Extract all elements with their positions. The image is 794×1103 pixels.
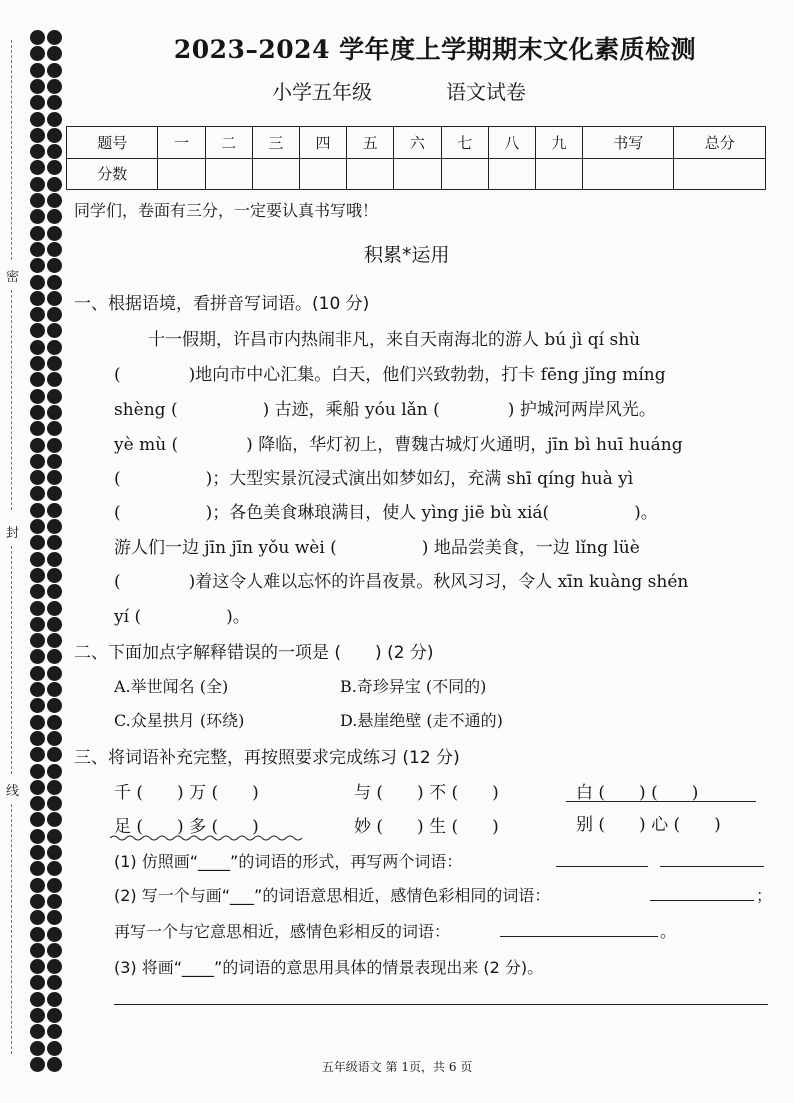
- binding-dot: [30, 617, 45, 632]
- binding-dot: [30, 177, 45, 192]
- binding-dot: [47, 1041, 62, 1056]
- binding-dot: [47, 764, 62, 779]
- binding-dot: [47, 275, 62, 290]
- q1-passage-line: yè mù ( ) 降临，华灯初上，曹魏古城灯火通明，jīn bì huī huáng: [114, 435, 683, 455]
- binding-dot: [47, 894, 62, 909]
- binding-dot: [47, 112, 62, 127]
- binding-dot: [47, 356, 62, 371]
- binding-dot: [47, 454, 62, 469]
- binding-dot: [30, 601, 45, 616]
- binding-dot: [30, 275, 45, 290]
- seal-word-feng: 封: [6, 526, 20, 541]
- binding-dot: [47, 715, 62, 730]
- binding-dot: [30, 796, 45, 811]
- binding-line: [11, 40, 12, 260]
- binding-dot: [47, 242, 62, 257]
- notice-text: 同学们，卷面有三分，一定要认真书写哦！: [74, 201, 379, 220]
- binding-dot: [30, 910, 45, 925]
- binding-dot: [30, 470, 45, 485]
- score-blank[interactable]: [299, 158, 346, 190]
- q1-heading: 一、根据语境，看拼音写词语。(10 分): [74, 294, 370, 314]
- score-blank[interactable]: [583, 158, 674, 190]
- binding-dot: [30, 372, 45, 387]
- binding-dot: [47, 975, 62, 990]
- q2-option-c[interactable]: C.众星拱月 (环绕): [114, 711, 245, 730]
- binding-dot: [30, 63, 45, 78]
- binding-dot: [30, 242, 45, 257]
- binding-dot: [30, 649, 45, 664]
- binding-dot: [30, 1008, 45, 1023]
- binding-line: [11, 804, 12, 1054]
- binding-dot: [30, 307, 45, 322]
- binding-dot: [47, 470, 62, 485]
- binding-dot: [30, 421, 45, 436]
- binding-dot: [47, 503, 62, 518]
- score-cell: 三: [252, 127, 299, 159]
- punctuation: ；: [756, 886, 773, 905]
- binding-dot: [30, 568, 45, 583]
- binding-dot: [30, 340, 45, 355]
- binding-dot: [47, 79, 62, 94]
- binding-dot: [30, 764, 45, 779]
- q3-heading: 三、将词语补充完整，再按照要求完成练习 (12 分): [74, 748, 460, 768]
- binding-dot: [47, 959, 62, 974]
- binding-dot: [30, 829, 45, 844]
- binding-dot: [47, 128, 62, 143]
- score-cell: 七: [441, 127, 488, 159]
- score-table-score-row: [67, 158, 766, 190]
- q2-option-d[interactable]: D.悬崖绝壁 (走不通的): [340, 711, 503, 730]
- binding-dot: [30, 160, 45, 175]
- binding-dot: [47, 258, 62, 273]
- binding-line: [11, 546, 12, 774]
- score-cell: 五: [347, 127, 394, 159]
- solid-underline: [566, 801, 756, 802]
- binding-dot: [47, 682, 62, 697]
- q3-fill-item-wavy: 足 ( ) 多 ( ): [114, 817, 259, 837]
- binding-dot: [30, 927, 45, 942]
- binding-dot: [30, 894, 45, 909]
- score-blank[interactable]: [347, 158, 394, 190]
- binding-dot: [47, 519, 62, 534]
- binding-dot: [47, 95, 62, 110]
- exam-title: 2023–2024 学年度上学期期末文化素质检测: [173, 35, 697, 64]
- q1-passage-line: ( )着这令人难以忘怀的许昌夜景。秋风习习，令人 xīn kuàng shén: [114, 572, 689, 592]
- score-cell: 六: [394, 127, 441, 159]
- binding-dot: [47, 601, 62, 616]
- binding-dot: [47, 617, 62, 632]
- binding-dot: [30, 503, 45, 518]
- binding-dot: [47, 486, 62, 501]
- binding-dot: [47, 992, 62, 1007]
- seal-word-xian: 线: [6, 784, 20, 799]
- score-cell: 八: [488, 127, 535, 159]
- binding-dot: [30, 698, 45, 713]
- binding-dot: [47, 584, 62, 599]
- binding-dot: [30, 959, 45, 974]
- binding-dot: [30, 79, 45, 94]
- binding-dot: [47, 878, 62, 893]
- score-blank[interactable]: [441, 158, 488, 190]
- score-blank[interactable]: [674, 158, 766, 190]
- binding-dot: [47, 372, 62, 387]
- punctuation: 。: [660, 922, 677, 941]
- binding-dot: [47, 438, 62, 453]
- q2-option-a[interactable]: A.举世闻名 (全): [114, 677, 229, 696]
- binding-dot: [47, 829, 62, 844]
- binding-dot: [30, 486, 45, 501]
- q3-fill-item: 别 ( ) 心 ( ): [576, 815, 721, 835]
- binding-dot: [30, 780, 45, 795]
- score-cell: 书写: [583, 127, 674, 159]
- q2-heading: 二、下面加点字解释错误的一项是 ( ) (2 分): [74, 643, 434, 663]
- score-blank[interactable]: [394, 158, 441, 190]
- binding-dot: [30, 666, 45, 681]
- binding-dot: [47, 812, 62, 827]
- binding-dot: [30, 128, 45, 143]
- q1-passage-line: shèng ( ) 古迹，乘船 yóu lǎn ( ) 护城河两岸风光。: [114, 400, 656, 420]
- binding-dot: [47, 421, 62, 436]
- binding-dot: [30, 454, 45, 469]
- binding-dot: [30, 291, 45, 306]
- binding-dot: [30, 258, 45, 273]
- binding-dot: [47, 552, 62, 567]
- subject-label: 语文试卷: [446, 80, 526, 104]
- score-blank[interactable]: [535, 158, 582, 190]
- q1-passage-line: ( )；大型实景沉浸式演出如梦如幻，充满 shī qíng huà yì: [114, 469, 634, 489]
- q3-task-3: (3) 将画“____”的词语的意思用具体的情景表现出来 (2 分)。: [114, 958, 544, 977]
- binding-dot: [47, 63, 62, 78]
- binding-dot: [47, 666, 62, 681]
- binding-dot: [30, 584, 45, 599]
- q3-fill-item: 千 ( ) 万 ( ): [114, 783, 259, 803]
- score-blank[interactable]: [158, 158, 205, 190]
- binding-dot: [47, 780, 62, 795]
- binding-dot: [30, 878, 45, 893]
- score-blank[interactable]: [205, 158, 252, 190]
- q2-option-b[interactable]: B.奇珍异宝 (不同的): [340, 677, 487, 696]
- grade-label: 小学五年级: [272, 80, 372, 104]
- binding-dot: [30, 731, 45, 746]
- binding-dot: [30, 992, 45, 1007]
- binding-dot: [30, 812, 45, 827]
- binding-dot: [30, 438, 45, 453]
- q1-passage-line: ( )地向市中心汇集。白天，他们兴致勃勃，打卡 fēng jǐng míng: [114, 365, 666, 385]
- binding-dot: [47, 209, 62, 224]
- q1-passage-line: yí ( )。: [114, 607, 250, 627]
- binding-dot: [30, 323, 45, 338]
- binding-dot: [47, 927, 62, 942]
- binding-dot: [47, 405, 62, 420]
- score-cell: 一: [158, 127, 205, 159]
- binding-dot: [47, 731, 62, 746]
- binding-dot: [47, 193, 62, 208]
- binding-dot: [47, 30, 62, 45]
- binding-dot: [30, 975, 45, 990]
- binding-dot: [47, 389, 62, 404]
- binding-dot: [47, 633, 62, 648]
- binding-dot: [30, 715, 45, 730]
- score-cell: 九: [535, 127, 582, 159]
- score-row-label: 分数: [67, 158, 158, 190]
- binding-dot: [30, 682, 45, 697]
- binding-dots: [30, 30, 70, 1080]
- binding-margin: [0, 0, 68, 1103]
- binding-dot: [30, 95, 45, 110]
- binding-dot: [47, 796, 62, 811]
- binding-dot: [30, 209, 45, 224]
- binding-dot: [47, 1024, 62, 1039]
- binding-dot: [47, 340, 62, 355]
- binding-dot: [47, 177, 62, 192]
- q3-fill-item: 妙 ( ) 生 ( ): [354, 817, 499, 837]
- answer-line[interactable]: [114, 1004, 768, 1005]
- section-title: 积累*运用: [364, 244, 450, 266]
- q3-fill-item: 与 ( ) 不 ( ): [354, 783, 499, 803]
- binding-dot: [47, 861, 62, 876]
- q1-passage-line: ( )；各色美食琳琅满目，使人 yìng jiē bù xiá( )。: [114, 503, 658, 523]
- q3-task-2b: 再写一个与它意思相近，感情色彩相反的词语：: [114, 922, 451, 941]
- score-blank[interactable]: [488, 158, 535, 190]
- binding-dot: [47, 698, 62, 713]
- binding-dot: [30, 633, 45, 648]
- binding-dot: [30, 193, 45, 208]
- binding-dot: [30, 405, 45, 420]
- binding-dot: [30, 112, 45, 127]
- binding-dot: [47, 747, 62, 762]
- binding-dot: [47, 568, 62, 583]
- score-blank[interactable]: [252, 158, 299, 190]
- answer-blank[interactable]: [556, 866, 648, 867]
- binding-dot: [30, 30, 45, 45]
- binding-dot: [47, 910, 62, 925]
- q1-passage-line: 十一假期，许昌市内热闹非凡，来自天南海北的游人 bú jì qí shù: [148, 330, 641, 350]
- q3-task-2a: (2) 写一个与画“___”的词语意思相近，感情色彩相同的词语：: [114, 886, 551, 905]
- binding-dot: [30, 1024, 45, 1039]
- answer-blank[interactable]: [660, 866, 764, 867]
- answer-blank[interactable]: [650, 900, 754, 901]
- binding-dot: [47, 649, 62, 664]
- binding-dot: [47, 943, 62, 958]
- score-table: [66, 126, 766, 190]
- binding-dot: [47, 323, 62, 338]
- binding-dot: [30, 535, 45, 550]
- binding-dot: [47, 160, 62, 175]
- answer-blank[interactable]: [500, 936, 658, 937]
- score-table-header-row: [67, 127, 766, 159]
- score-cell: 题号: [67, 127, 158, 159]
- score-cell: 二: [205, 127, 252, 159]
- binding-dot: [30, 943, 45, 958]
- binding-dot: [30, 356, 45, 371]
- binding-dot: [30, 1041, 45, 1056]
- score-cell: 四: [299, 127, 346, 159]
- binding-dot: [30, 845, 45, 860]
- binding-dot: [47, 307, 62, 322]
- q3-task-1: (1) 仿照画“____”的词语的形式，再写两个词语：: [114, 852, 463, 871]
- score-cell: 总分: [674, 127, 766, 159]
- binding-line: [11, 290, 12, 510]
- binding-dot: [30, 226, 45, 241]
- binding-dot: [47, 845, 62, 860]
- wavy-underline: [110, 834, 306, 842]
- q3-fill-item-underlined: 白 ( ) ( ): [576, 783, 699, 803]
- binding-dot: [30, 747, 45, 762]
- seal-word-mi: 密: [6, 270, 20, 285]
- binding-dot: [30, 144, 45, 159]
- binding-dot: [47, 535, 62, 550]
- binding-dot: [47, 1008, 62, 1023]
- binding-dot: [47, 291, 62, 306]
- binding-dot: [47, 226, 62, 241]
- binding-dot: [47, 46, 62, 61]
- q1-passage-line: 游人们一边 jīn jīn yǒu wèi ( ) 地品尝美食，一边 lǐng lüè: [114, 538, 640, 558]
- binding-dot: [30, 46, 45, 61]
- binding-dot: [30, 552, 45, 567]
- binding-dot: [30, 519, 45, 534]
- binding-dot: [47, 144, 62, 159]
- binding-dot: [30, 389, 45, 404]
- binding-dot: [30, 861, 45, 876]
- page-footer: 五年级语文 第 1页，共 6 页: [321, 1060, 473, 1074]
